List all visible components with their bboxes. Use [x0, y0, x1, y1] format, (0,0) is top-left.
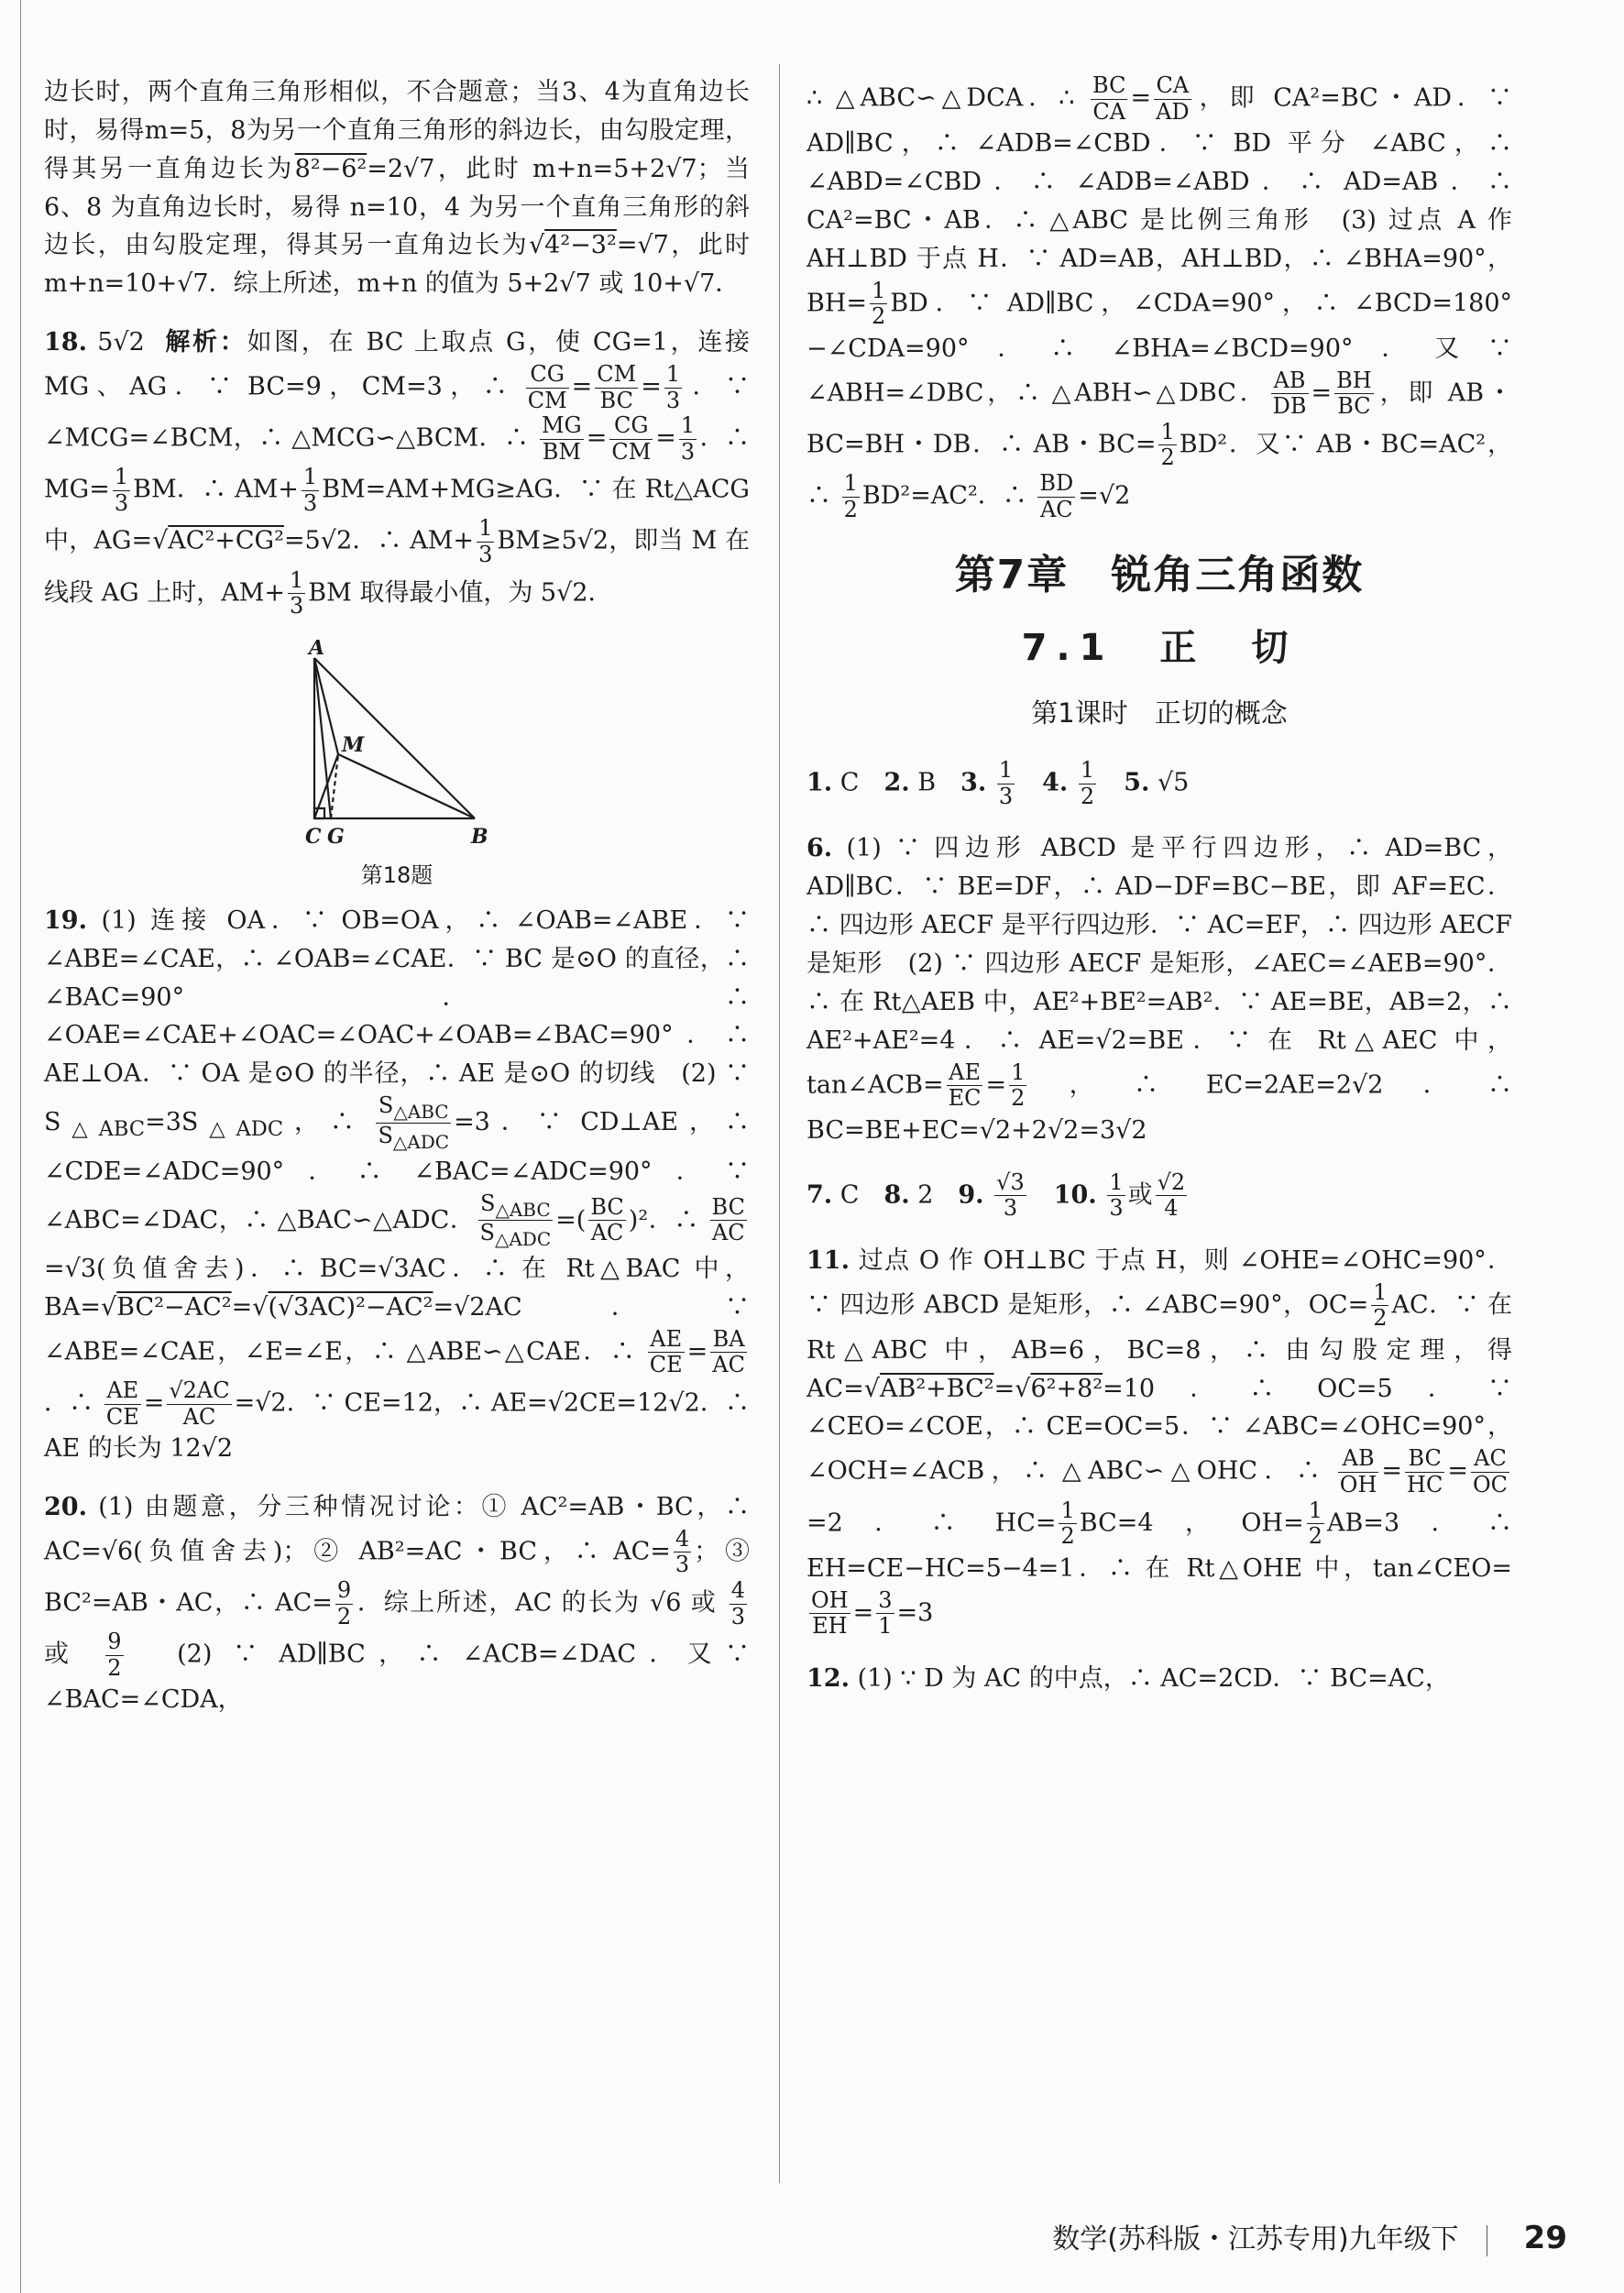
page-number: 29	[1523, 2220, 1567, 2256]
svg-text:C: C	[305, 824, 322, 849]
left-margin-line	[20, 0, 21, 2293]
page-footer	[1052, 2216, 1567, 2256]
section-title: 7.1 正 切	[1021, 627, 1298, 670]
answer-18: 18. 5√2 解析：如图，在 BC 上取点 G，使 CG=1，连接 MG、AG．∵ BC=9，CM=3，∴ $\frac{CG}{CM}$ = $\frac{CM}{BC}$ = $\frac{1}{3}$ ．∵ ∠MCG=∠BCM，∴ △MCG∽△BCM．∴ $\frac{MG}{BM}$ = $\frac{CG}{CM}$ = $\frac{1}{3}$ ．∴ MG= $\frac{1}{3}$ BM．∴ AM+ $\frac{1}{3}$ BM=AM+MG≥AG．∵ 在 Rt△ACG 中，AG=√AC²+CG²=5√2．∴ AM+ $\frac{1}{3}$ BM≥5√2，即当 M 在线段 AG 上时，AM+ $\frac{1}{3}$ BM 取得最小值，为 5√2．	[44, 328, 751, 620]
svg-text:A: A	[309, 639, 325, 660]
chapter-title: 第7章 锐角三角函数	[954, 552, 1365, 599]
answer-19: 19. (1) 连接 OA．∵ OB=OA，∴ ∠OAB=∠ABE．∵ ∠ABE=∠CAE，∴ ∠OAB=∠CAE．∵ BC 是⊙O 的直径，∴ ∠BAC=90°．∴ ∠OAE=∠CAE+∠OAC=∠OAC+∠OAB=∠BAC=90°．∴ AE⊥OA．∵ OA 是⊙O 的半径，∴ AE 是⊙O 的切线 (2) ∵ $S_{\triangle ABC}=3S_{\triangle ADC}$，∴ $S_{\triangle ABC}$ $S_{\triangle ADC}$ =3．∵ CD⊥AE，∴ ∠CDE=∠ADC=90°．∴ ∠BAC=∠ADC=90°．∵ ∠ABC=∠DAC，∴ △BAC∽△ADC． $S_{\triangle ABC}$ $S_{\triangle ADC}$ =( $\frac{BC}{AC}$ )²．∴ $\frac{BC}{AC}$ =√3(负值舍去)．∴ BC=√3AC．∴ 在 Rt△BAC 中，BA=√BC²−AC²=√(√3AC)²−AC²=√2AC．∵ ∠ABE=∠CAE，∠E=∠E，∴ △ABE∽△CAE．∴ $\frac{AE}{CE}$ = $\frac{BA}{AC}$ ．∴ $\frac{AE}{CE}$ = $\frac{√2AC}{AC}$ =√2．∵ CE=12，∴ AE=√2CE=12√2．∴ AE 的长为 12√2	[44, 905, 750, 1464]
answer-20: 20. (1) 由题意，分三种情况讨论：① AC²=AB・BC，∴ AC=√6(负值舍去)；② AB²=AC・BC，∴ AC= $\frac{4}{3}$ ；③ BC²=AB・AC，∴ AC= $\frac{9}{2}$ ．综上所述，AC 的长为 √6 或 $\frac{4}{3}$ 或 $\frac{9}{2}$ (2) ∵ AD∥BC，∴ ∠ACB=∠DAC．又∵ ∠BAC=∠CDA，	[44, 1493, 750, 1715]
figure-18	[44, 640, 750, 893]
answer-17-continued: 边长时，两个直角三角形相似，不合题意；当3、4为直角边长时，易得m=5，8为另一个直角三角形的斜边长，由勾股定理，得其另一直角边长为8²−6²=2√7，此时 m+n=5+2√7；当 6、8 为直角边长时，易得 n=10，4 为另一个直角三角形的斜边长，由勾股定理，得其另一直角边长为√4²−3²=√7，此时 m+n=10+√7．综上所述，m+n 的值为 5+2√7 或 10+√7．	[44, 78, 750, 299]
column-divider	[779, 64, 780, 2183]
book-title: 数学(苏科版・江苏专用)九年级下	[1052, 2223, 1459, 2255]
answer-11: 11. 过点 O 作 OH⊥BC 于点 H，则 ∠OHE=∠OHC=90°．∵ 四边形 ABCD 是矩形，∴ ∠ABC=90°，OC= $\frac{1}{2}$ AC．∵ 在 Rt△ABC 中，AB=6，BC=8，∴ 由勾股定理，得 AC=√AB²+BC²=√6²+8²=10．∴ OC=5．∵ ∠CEO=∠COE，∴ CE=OC=5．∵ ∠ABC=∠OHC=90°，∠OCH=∠ACB，∴ △ABC∽△OHC．∴ $\frac{AB}{OH}$ = $\frac{BC}{HC}$ = $\frac{AC}{OC}$ =2．∴ HC= $\frac{1}{2}$ BC=4，OH= $\frac{1}{2}$ AB=3．∴ EH=CE−HC=5−4=1．∴ 在 Rt△OHE 中，tan∠CEO= $\frac{OH}{EH}$ = $\frac{3}{1}$ =3	[807, 1245, 1512, 1640]
answers-1-5: 1. C 2. B 3. $\frac{1}{3}$ 4. $\frac{1}{2}$ 5. √5	[807, 757, 1190, 809]
lesson-title: 第1课时 正切的概念	[1031, 697, 1288, 730]
left-column	[44, 73, 750, 1739]
answers-7-10: 7. C 8. 2 9. $\frac{√3}{3}$ 10. $\frac{1}{3}$ 或 $\frac{√2}{4}$	[807, 1168, 1186, 1222]
svg-text:M: M	[342, 732, 365, 757]
answer-12: 12. (1) ∵ D 为 AC 的中点，∴ AC=2CD．∵ BC=AC，	[807, 1663, 1450, 1693]
right-column	[807, 73, 1512, 1718]
answer-6: 6. (1) ∵ 四边形 ABCD 是平行四边形，∴ AD=BC，AD∥BC．∵ BE=DF，∴ AD−DF=BC−BE，即 AF=EC．∴ 四边形 AECF 是平行四边形．∵ AC=EF，∴ 四边形 AECF 是矩形 (2) ∵ 四边形 AECF 是矩形，∠AEC=∠AEB=90°．∴ 在 Rt△AEB 中，AE²+BE²=AB²．∵ AE=BE，AB=2，∴ AE²+AE²=4．∴ AE=√2=BE．∵ 在 Rt△AEC 中，tan∠ACB= $\frac{AE}{EC}$ = $\frac{1}{2}$ ，∴ EC=2AE=2√2．∴ BC=BE+EC=√2+2√2=3√2	[807, 834, 1512, 1145]
svg-text:B: B	[471, 824, 488, 849]
figure-caption: 第18题	[360, 861, 433, 888]
answer-20-continued: ∴ △ABC∽△DCA．∴ $\frac{BC}{CA}$ = $\frac{CA}{AD}$ ，即 CA²=BC・AD．∵ AD∥BC，∴ ∠ADB=∠CBD．∵ BD 平分 ∠ABC，∴ ∠ABD=∠CBD．∴ ∠ADB=∠ABD．∴ AD=AB．∴ CA²=BC・AB．∴ △ABC 是比例三角形 (3) 过点 A 作 AH⊥BD 于点 H．∵ AD=AB，AH⊥BD，∴ ∠BHA=90°，BH= $\frac{1}{2}$ BD．∵ AD∥BC，∠CDA=90°，∴ ∠BCD=180°−∠CDA=90°．∴ ∠BHA=∠BCD=90°．又∵ ∠ABH=∠DBC，∴ △ABH∽△DBC． $\frac{AB}{DB}$ = $\frac{BH}{BC}$ ，即 AB・BC=BH・DB．∴ AB・BC= $\frac{1}{2}$ BD²．又∵ AB・BC=AC²，∴ $\frac{1}{2}$ BD²=AC²．∴ $\frac{BD}{AC}$ =√2	[807, 72, 1513, 522]
svg-text:G: G	[327, 824, 345, 849]
triangle-diagram	[278, 640, 516, 850]
